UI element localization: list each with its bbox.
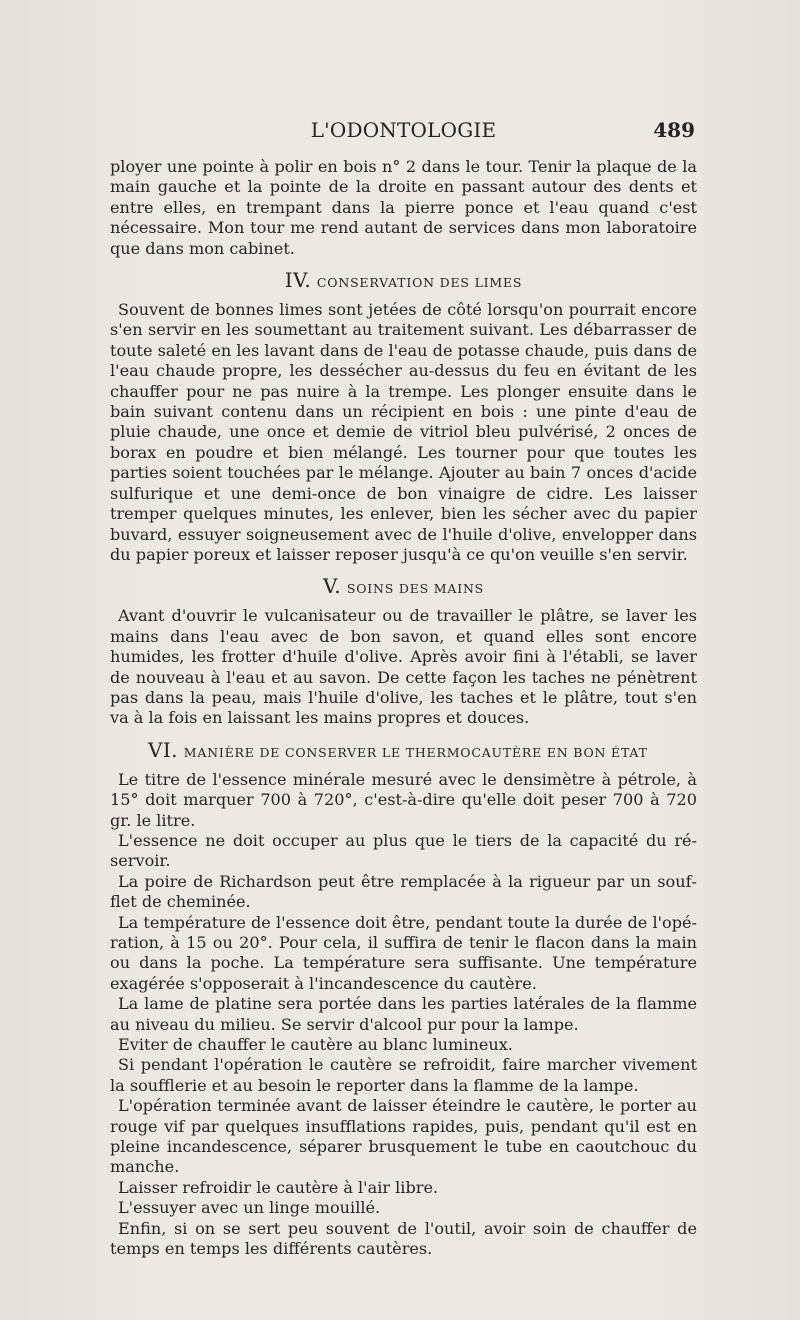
thermocautery-paragraph-9: Laisser refroidir le cautère à l'air libre. (118, 1177, 439, 1197)
section-v-paragraph: Avant d'ouvrir le vulcanisateur ou de travailler le plâtre, se laver les mains dans l'eau avec de bon savon, et quand elles sont encore humides, les frotter d'huile d'olive. Après avoir fini à l'établi, se laver de nouveau à l'eau et au savon. De cette façon les taches ne pénètrent pas dans la peau, mais l'huile d'olive, les taches et le plâtre, tout s'en va à la fois en laissant les mains propres et douces. (110, 606, 697, 728)
thermocautery-paragraph-7: Si pendant l'opération le cautère se refroidit, faire marcher vivement la soufflerie et au besoin le reporter dans la flamme de la lampe. (110, 1055, 697, 1095)
thermocautery-paragraph-11: Enfin, si on se sert peu souvent de l'outil, avoir soin de chauffer de temps en temps les différents cautères. (110, 1218, 697, 1259)
thermocautery-paragraph-10: L'essuyer avec un linge mouillé. (118, 1198, 381, 1218)
thermocautery-paragraph-4: La température de l'essence doit être, pendant toute la durée de l'opération, à 15 ou 20°. Pour cela, il suffira de tenir le flacon dans la main ou dans la poche. La température sera suffisante. Une température exagérée s'opposerait à l'incandescence du cautère. (110, 912, 697, 993)
section-v-title: SOINS DES MAINS (346, 581, 485, 597)
thermocautery-paragraph-6: Eviter de chauffer le cautère au blanc lumineux. (118, 1035, 513, 1055)
thermocautery-paragraph-2: L'essence ne doit occuper au plus que le tiers de la capacité du réservoir. (110, 830, 697, 871)
section-v-heading (110, 576, 697, 599)
running-head (110, 118, 697, 152)
section-v-number: V. (322, 574, 342, 599)
journal-title: L'ODONTOLOGIE (310, 118, 497, 142)
thermocautery-paragraph-8: L'opération terminée avant de laisser éteindre le cautère, le porter au rouge vif par quelques insufflations rapides, puis, pendant qu'il est en pleine incandescence, séparer brusquement le tube en caoutchouc du manche. (110, 1096, 697, 1177)
section-iv-title: CONSERVATION DES LIMES (316, 275, 523, 291)
thermocautery-paragraph-5: La lame de platine sera portée dans les parties latérales de la flamme au niveau du milieu. Se servir d'alcool pur pour la lampe. (110, 994, 697, 1034)
section-vi-number: VI. (148, 737, 178, 762)
section-iv-paragraph: Souvent de bonnes limes sont jetées de côté lorsqu'on pourrait encore s'en servir en les soumettant au traitement suivant. Les débarrasser de toute saleté en les lavant dans de l'eau de potasse chaude, puis dans de l'eau chaude propre, les dessécher au-dessus du feu en évitant de les chauffer pour ne pas nuire à la trempe. Les plonger ensuite dans le bain suivant contenu dans un récipient en bois : une pinte d'eau de pluie chaude, une once et demie de vitriol bleu pulvérisé, 2 onces de borax en poudre et bien mélangé. Les tourner pour que toutes les parties soient touchées par le mélange. Ajouter au bain 7 onces d'acide sulfurique et une demi-once de bon vinaigre de cidre. Les laisser tremper quelques minutes, les enlever, bien les sécher avec du papier buvard, essuyer soigneusement avec de l'huile d'olive, envelopper dans du papier poreux et laisser reposer jusqu'à ce qu'on veuille s'en servir. (110, 300, 697, 564)
section-vi-heading (110, 737, 697, 763)
continued-paragraph: ployer une pointe à polir en bois n° 2 dans le tour. Tenir la plaque de la main gauche et la pointe de la droite en passant autour des dents et entre elles, en trempant dans la pierre ponce et l'eau quand c'est nécessaire. Mon tour me rend autant de services dans mon laboratoire que dans mon cabinet. (110, 157, 697, 258)
section-vi-title: MANIÈRE DE CONSERVER LE THERMOCAUTÈRE EN BON ÉTAT (183, 744, 648, 760)
section-iv-number: IV. (284, 268, 312, 293)
page-number: 489 (653, 118, 695, 142)
thermocautery-paragraph-3: La poire de Richardson peut être remplacée à la rigueur par un soufflet de cheminée. (110, 871, 697, 912)
section-iv-heading (110, 270, 697, 293)
thermocautery-paragraph-1: Le titre de l'essence minérale mesuré avec le densimètre à pétrole, à 15° doit marquer 700 à 720°, c'est-à-dire qu'elle doit peser 700 à 720 gr. le litre. (110, 769, 697, 830)
